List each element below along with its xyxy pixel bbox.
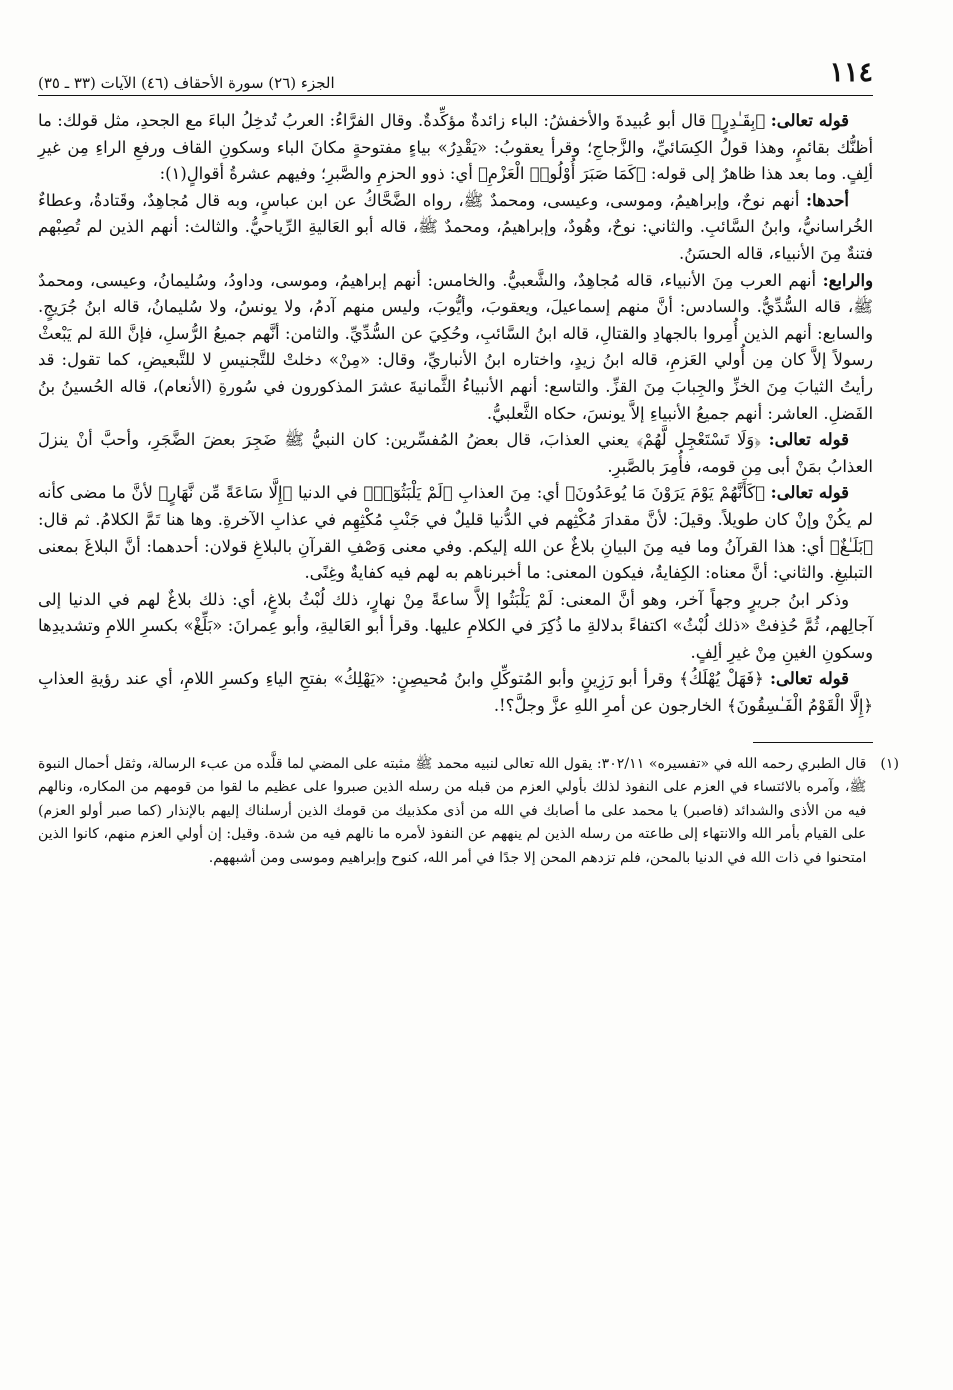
paragraph xyxy=(38,268,873,428)
paragraph-lead: قوله تعالى: xyxy=(769,669,849,689)
paragraph xyxy=(38,108,873,188)
paragraph xyxy=(38,480,873,586)
paragraph-text: أنهم العرب مِنَ الأنبياء، قاله مُجاهِدٌ، والشَّعبيُّ. والخامس: أنهم إبراهيمُ، وموسى، وداودُ، وسُليمانُ، وعيسى، ومحمدٌ ﷺ، قاله السُّدِّيُّ. والسادس: أنَّ منهم إسماعيلَ، ويعقوبَ، وأيُّوبَ، وليس منهم آدمُ، ولا يونسُ، ولا سُليمانُ، قاله ابنُ جُرَيجٍ. والسابع: أنهم الذين أُمِروا بالجهادِ والقتالِ، قاله ابنُ السَّائبِ، وحُكِيَ عن السُّدِّيِّ. والثامن: أنَّهم جميعُ الرُّسلِ، فإنَّ اللهَ لم يَبْعثْ رسولاً إلاَّ كان مِن أُولي العَزمِ، قاله ابنُ زيدٍ، واختاره ابنُ الأنباريِّ، وقال: «مِنْ» دخلتْ للتَّجنيسِ لا للتَّبعيضِ، كما تقول: قد رأيتُ الثيابَ مِنَ الخزِّ والجِبابَ مِنَ القزِّ. والتاسع: أنهم الأنبياءُ الثَّمانيةَ عشرَ المذكورون في سُورةِ (الأنعام)، قاله الحُسينُ بنُ الفَضلِ. العاشر: أنهم جميعُ الأنبياءِ إلاَّ يونسَ، حكاه الثَّعلبيُّ. xyxy=(38,270,873,423)
footnote-text: قال الطبري رحمه الله في «تفسيره» ٣٠٢/١١: يقول الله تعالى لنبيه محمد ﷺ مثبته على المضي لما قلَّده من عبء الرسالة، وثقل أحمال النبوة ﷺ، وآمره بالائتساء في العزم على النفوذ لذلك بأولي العزم من قبله من رسله الذين صبروا على عظيم ما لقوا من قومهم من المكاره، ونالهم فيه من الأذى والشدائد (فاصبر) يا محمد على ما أصابك في الله من أذى مكذبيك من قومك الذين أرسلناك إليهم بالإنذار (كما صبر أولو العزم) على القيام بأمر الله والانتهاء إلى طاعته من رسله الذين لم ينههم عن النفوذ لأمره ما نالهم فيه من شدة. وقيل: إن أولي العزم منهم، كانوا الذين امتحنوا في ذات الله في الدنيا بالمحن، فلم تزدهم المحن إلا جدًا في أمر الله، كنوح وإبراهيم وموسى ومن أشبههم. xyxy=(38,755,867,867)
paragraph-text: ﴿فَهَلْ يُهْلَكُ﴾ وقرأ أبو رَزِينٍ وأبو المُتوكِّلِ وابنُ مُحيصِنٍ: «يَهْلِكُ» بفتحِ الياءِ وكسرِ اللامِ، أي عند رؤيةِ العذابِ ﴿إِلَّا الْقَوْمُ الْفَـٰسِقُونَ﴾ الخارجون عن أمرِ اللهِ عزَّ وجلَّ؟!. xyxy=(38,669,873,716)
paragraph xyxy=(38,587,873,667)
footnote-marker: (١) xyxy=(880,755,899,772)
paragraph-text: ﴿بِقَـٰدِرٍ﴾ قال أبو عُبيدةَ والأخفشُ: الباء زائدةٌ مؤكِّدةٌ. وقال الفرَّاءُ: العربُ تُدخِلُ الباءَ مع الجحدِ، مثل قولك: ما أظنُّك بقائمٍ، وهذا قولُ الكِسَائيِّ، والزَّجاجِ؛ وقرأ يعقوبُ: «يَقْدِرُ» بياءٍ مفتوحةٍ مكانَ الباء وسكونِ القاف ورفعِ الراءِ مِن غيرِ ألِفٍ. وما بعد هذا ظاهرٌ إلى قوله: ﴿كَمَا صَبَرَ أُوْلُوا۟ الْعَزْمِ﴾ أي: ذوو الحزمِ والصَّبرِ؛ وفيهم عشرةُ أقوالٍ(١): xyxy=(38,111,873,184)
paragraph-text: ﴿وَلَا تَسْتَعْجِل لَّهُمْ﴾ يعني العذابَ، قال بعضُ المُفسِّرين: كان النبيُّ ﷺ ضَجِرَ بعضَ الضَّجَرِ، وأحبَّ أنْ ينزلَ العذابُ بمَنْ أبى مِن قومه، فأُمِرَ بالصَّبرِ. xyxy=(38,430,873,476)
footnote xyxy=(38,753,899,871)
footnote-divider xyxy=(753,742,873,743)
paragraph xyxy=(38,427,873,480)
paragraph xyxy=(38,188,873,268)
paragraph xyxy=(38,666,873,719)
page-number: ١١٤ xyxy=(829,57,873,88)
paragraph-lead: والرابع: xyxy=(822,270,873,290)
main-text xyxy=(38,108,873,720)
paragraph-text: ﴿كَأَنَّهُمْ يَوْمَ يَرَوْنَ مَا يُوعَدُونَ﴾ أي: مِنَ العذابِ ﴿لَمْ يَلْبَثُوٓا۟﴾ في الدنيا ﴿إِلَّا سَاعَةً مِّن نَّهَارٍ﴾ لأنَّ ما مضى كأنه لم يكُنْ وإنْ كان طويلاً. وقيلَ: لأنَّ مقدارَ مُكْثِهم في الدُّنيا قليلٌ في جَنْبِ مُكْثِهِم في عذابِ الآخرةِ. وها هنا تَمَّ الكلامُ. ثم قال: ﴿بَلَـٰغٌ﴾ أي: هذا القرآنُ وما فيه مِنَ البيانِ بلاغٌ عن الله إليكم. وفي معنى وَصْفِ القرآنِ بالبلاغِ قولان: أحدهما: أنَّ البلاغَ بمعنى التبليغِ. والثاني: أنَّ معناه: الكِفايةُ، فيكون المعنى: ما أخبرناهم به لهم فيه كفايةٌ وغِنًى. xyxy=(38,483,873,583)
running-head: الجزء (٢٦) سورة الأحقاف (٤٦) الآيات (٣٣ ـ ٣٥) xyxy=(38,74,335,92)
paragraph-text: وذكر ابنُ جريرٍ وجهاً آخر، وهو أنَّ المعنى: لَمْ يَلْبَثُوا إلاَّ ساعةً مِنْ نهارٍ، ذلك لُبْثُ بلاغٍ، أي: ذلك بلاغٌ لهم في الدنيا إلى آجالِهم، ثُمَّ حُذِفتْ «ذلك لُبْثُ» اكتفاءً بدلالةِ ما ذُكِرَ في الكلامِ عليها. وقرأ أبو العَاليةِ، وأبو عِمرانَ: «بَلِّغْ» بكسرِ اللامِ وتشديدِها وسكونِ الغينِ مِنْ غيرِ ألِفٍ. xyxy=(38,589,873,662)
paragraph-lead: قوله تعالى: xyxy=(770,111,850,130)
paragraph-lead: قوله تعالى: xyxy=(770,483,849,503)
paragraph-text: أنهم نوحٌ، وإبراهيمُ، وموسى، وعيسى، ومحمدٌ ﷺ، رواه الضَّحَّاكُ عن ابن عباسٍ، وبه قال مُجاهِدٌ، وقَتادةُ، وعطاءٌ الخُراسانيُّ، وابنُ السَّائبِ. والثاني: نوحٌ، وهُودٌ، وإبراهيمُ، ومحمدٌ ﷺ، قاله أبو العَاليةِ الرِّياحيُّ. والثالث: أنهم الذين لم تُصِبْهم فتنةٌ مِنَ الأنبياء، قاله الحسَنُ. xyxy=(38,190,873,263)
paragraph-lead: أحدها: xyxy=(806,190,849,210)
paragraph-lead: قوله تعالى: xyxy=(768,430,849,450)
page-header xyxy=(38,52,873,96)
